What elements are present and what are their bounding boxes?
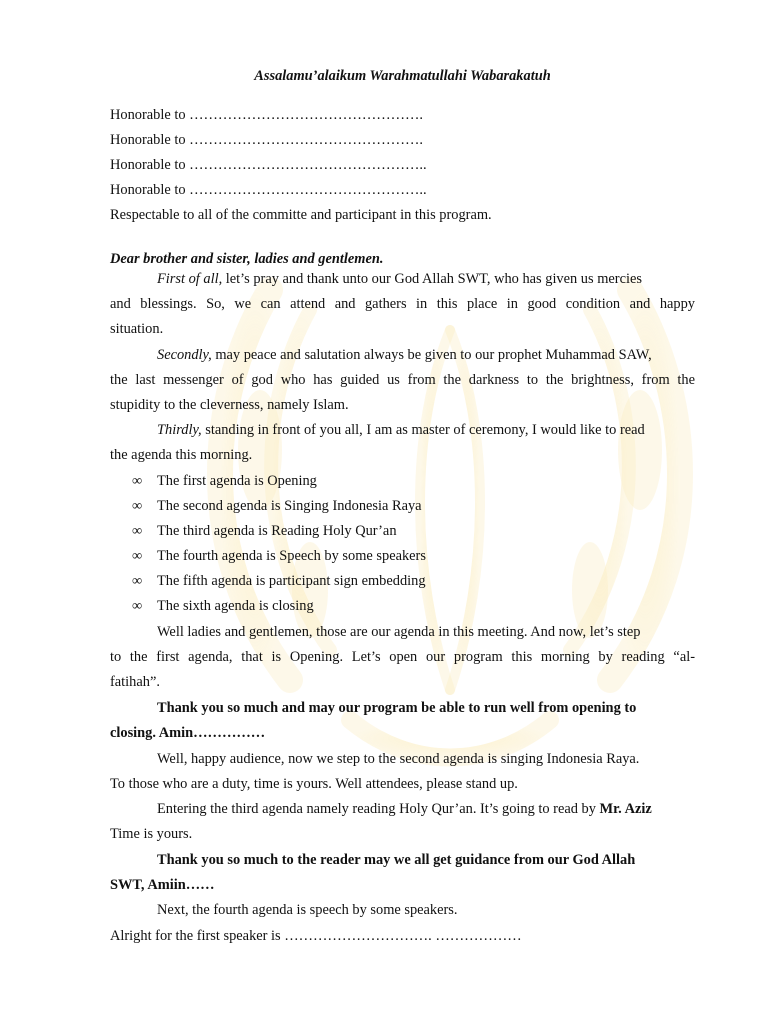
- paragraph-6-line-1: Well, happy audience, now we step to the second agenda is singing Indonesia Raya.: [157, 751, 640, 767]
- paragraph-3-line-2: the agenda this morning.: [110, 447, 253, 463]
- agenda-text: The second agenda is Singing Indonesia Raya: [157, 498, 422, 514]
- paragraph-8-line-1: Thank you so much to the reader may we all get guidance from our God Allah: [157, 852, 636, 868]
- paragraph-2-line-2: the last messenger of god who has guided us from the darkness to the brightness, from the: [110, 372, 695, 388]
- honorable-label: Honorable to: [110, 157, 186, 173]
- speaker-dots: …………………………. ………………: [284, 928, 522, 944]
- infinity-bullet-icon: ∞: [132, 548, 143, 564]
- honorable-dots: ………………………………………….: [189, 107, 423, 123]
- paragraph-9-line-2: [110, 924, 695, 949]
- honorable-line-3: [110, 153, 427, 178]
- agenda-text: The third agenda is Reading Holy Qur’an: [157, 523, 397, 539]
- agenda-item-3: [132, 519, 397, 544]
- infinity-bullet-icon: ∞: [132, 498, 143, 514]
- agenda-text: The sixth agenda is closing: [157, 598, 314, 614]
- honorable-line-1: [110, 103, 423, 128]
- agenda-item-2: [132, 494, 422, 519]
- paragraph-1-text: let’s pray and thank unto our God Allah SWT, who has given us mercies: [222, 271, 642, 287]
- infinity-bullet-icon: ∞: [132, 598, 143, 614]
- paragraph-3-lead: Thirdly,: [157, 422, 202, 438]
- agenda-text: The fifth agenda is participant sign embedding: [157, 573, 426, 589]
- paragraph-2-lead: Secondly,: [157, 347, 212, 363]
- paragraph-1-line-1: [110, 267, 695, 292]
- honorable-line-2: [110, 128, 423, 153]
- agenda-item-1: [132, 469, 317, 494]
- greeting: Dear brother and sister, ladies and gentlemen.: [110, 251, 384, 267]
- paragraph-2-line-1: [110, 343, 695, 368]
- paragraph-7-text: Entering the third agenda namely reading Holy Qur’an. It’s going to read by: [157, 801, 600, 817]
- paragraph-1-line-2: and blessings. So, we can attend and gathers in this place in good condition and happy: [110, 296, 695, 312]
- infinity-bullet-icon: ∞: [132, 573, 143, 589]
- reader-name: Mr. Aziz: [599, 801, 652, 817]
- agenda-item-4: [132, 544, 426, 569]
- honorable-dots: ………………………………………….: [189, 132, 423, 148]
- paragraph-4-line-2: to the first agenda, that is Opening. Let’s open our program this morning by reading “al-: [110, 649, 695, 665]
- paragraph-3-line-1: [110, 418, 695, 443]
- paragraph-1-line-3: situation.: [110, 321, 164, 337]
- paragraph-4-line-1: Well ladies and gentlemen, those are our agenda in this meeting. And now, let’s step: [157, 624, 641, 640]
- paragraph-6-line-2: To those who are a duty, time is yours. Well attendees, please stand up.: [110, 776, 518, 792]
- paragraph-7-line-1: [110, 797, 695, 822]
- paragraph-3-text: standing in front of you all, I am as master of ceremony, I would like to read: [201, 422, 645, 438]
- honorable-label: Honorable to: [110, 107, 186, 123]
- honorable-label: Honorable to: [110, 132, 186, 148]
- agenda-item-6: [132, 594, 314, 619]
- agenda-text: The fourth agenda is Speech by some speakers: [157, 548, 426, 564]
- paragraph-1-lead: First of all,: [157, 271, 223, 287]
- paragraph-5-line-2: closing. Amin……………: [110, 725, 266, 741]
- paragraph-9-text: Alright for the first speaker is: [110, 928, 285, 944]
- paragraph-2-line-3: stupidity to the cleverness, namely Islam.: [110, 397, 349, 413]
- honorable-line-4: [110, 178, 427, 203]
- paragraph-9-line-1: Next, the fourth agenda is speech by some speakers.: [157, 902, 458, 918]
- honorable-label: Honorable to: [110, 182, 186, 198]
- agenda-text: The first agenda is Opening: [157, 473, 317, 489]
- paragraph-7-line-2: Time is yours.: [110, 826, 193, 842]
- paragraph-2-text: may peace and salutation always be given to our prophet Muhammad SAW,: [211, 347, 652, 363]
- infinity-bullet-icon: ∞: [132, 473, 143, 489]
- respectable-line: Respectable to all of the committe and participant in this program.: [110, 207, 492, 223]
- document-title: Assalamu’alaikum Warahmatullahi Wabarakatuh: [254, 68, 551, 84]
- honorable-dots: …………………………………………..: [189, 182, 427, 198]
- paragraph-5-line-1: Thank you so much and may our program be able to run well from opening to: [157, 700, 637, 716]
- honorable-dots: …………………………………………..: [189, 157, 427, 173]
- infinity-bullet-icon: ∞: [132, 523, 143, 539]
- agenda-item-5: [132, 569, 426, 594]
- paragraph-4-line-3: fatihah”.: [110, 674, 160, 690]
- paragraph-8-line-2: SWT, Amiin……: [110, 877, 215, 893]
